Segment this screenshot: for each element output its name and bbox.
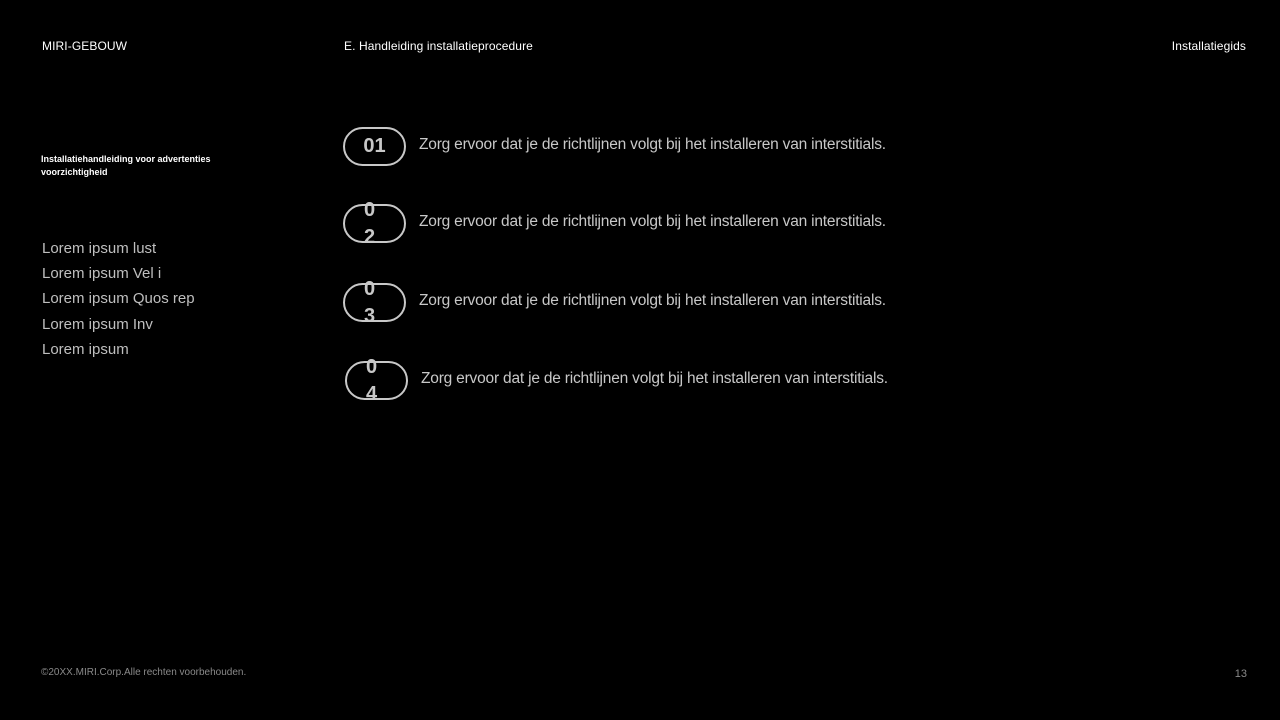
step-item [343, 198, 943, 248]
sidebar-subtitle: Installatiehandleiding voor advertenties voorzichtigheid [41, 154, 211, 177]
document-title: Installatiegids [1171, 39, 1246, 53]
step-text: Zorg ervoor dat je de richtlijnen volgt bij het installeren van interstitials. [419, 213, 886, 230]
step-number: 04 [365, 355, 378, 405]
step-item [345, 355, 945, 405]
topic-item: Lorem ipsum Vel i [42, 265, 162, 283]
topic-item: Lorem ipsum Quos rep [42, 290, 195, 308]
step-number: 01 [363, 135, 386, 157]
brand-name: MIRI-GEBOUW [42, 39, 128, 53]
step-item [343, 277, 943, 327]
step-item [343, 127, 943, 166]
section-title: E. Handleiding installatieprocedure [344, 39, 533, 53]
step-text: Zorg ervoor dat je de richtlijnen volgt bij het installeren van interstitials. [419, 292, 886, 309]
topic-item: Lorem ipsum lust [42, 240, 157, 257]
step-number-badge [345, 355, 408, 405]
step-text: Zorg ervoor dat je de richtlijnen volgt bij het installeren van interstitials. [421, 370, 888, 387]
page-number: 13 [1234, 668, 1247, 680]
topic-list [42, 236, 195, 362]
step-text: Zorg ervoor dat je de richtlijnen volgt bij het installeren van interstitials. [419, 136, 886, 153]
topic-item: Lorem ipsum Inv [42, 315, 153, 333]
step-number-badge [343, 198, 406, 248]
step-number-badge [343, 277, 406, 327]
copyright-notice: ©20XX.MIRI.Corp.Alle rechten voorbehouden. [41, 667, 247, 678]
step-number-badge [343, 127, 406, 166]
topic-item: Lorem ipsum [42, 340, 129, 358]
step-number: 02 [363, 198, 376, 248]
step-number: 03 [363, 277, 376, 327]
